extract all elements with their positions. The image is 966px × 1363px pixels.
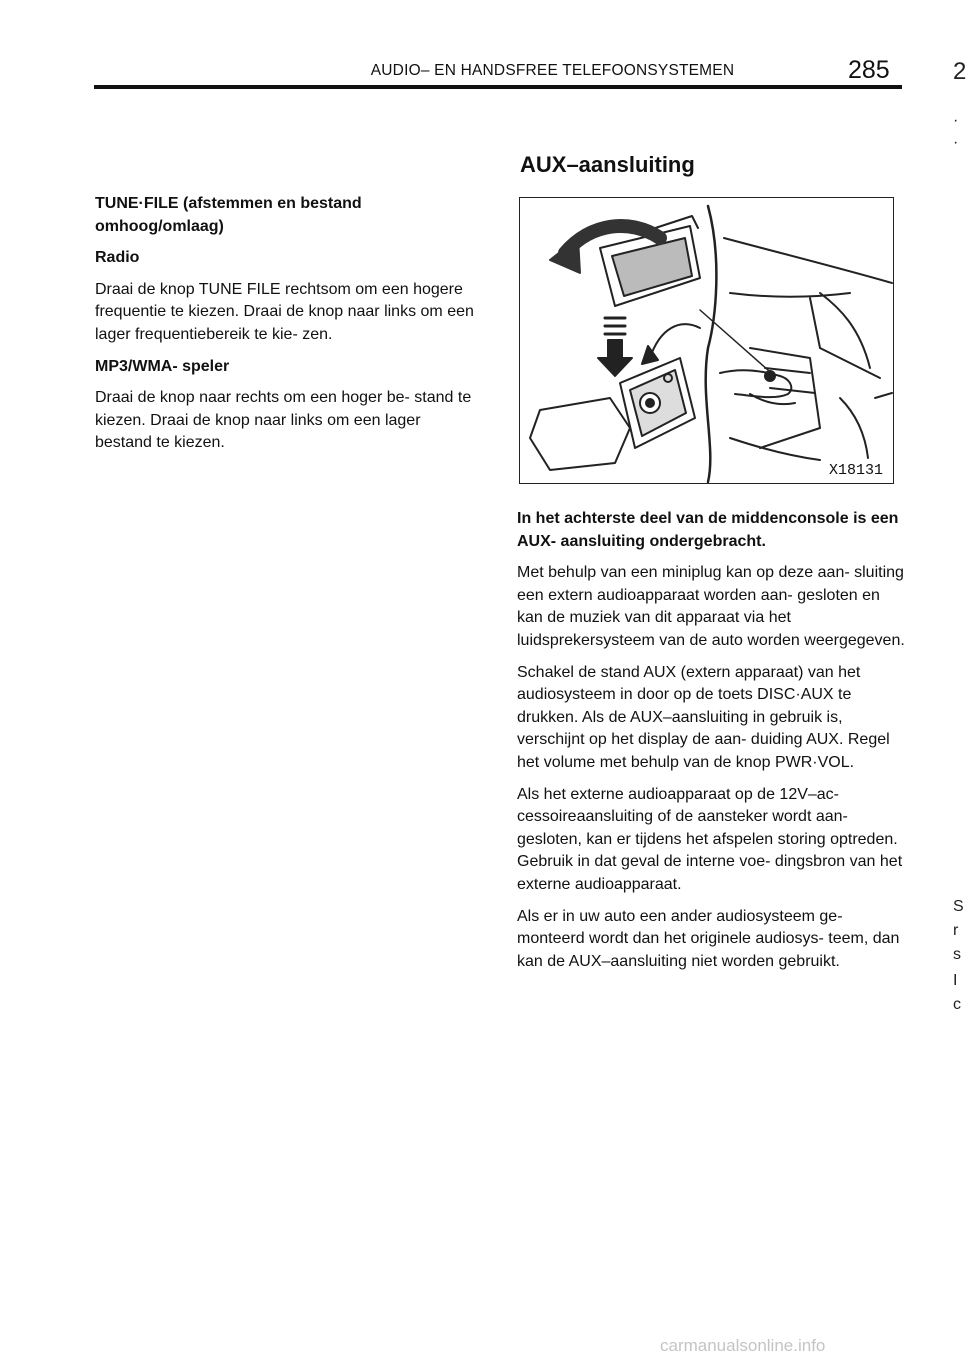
edge-fragment: 2: [953, 58, 966, 85]
header-title: AUDIO– EN HANDSFREE TELEFOONSYSTEMEN: [370, 62, 735, 79]
page-number: 285: [848, 56, 890, 84]
mp3-subheading: MP3/WMA- speler: [95, 357, 230, 375]
edge-fragment: S: [953, 898, 964, 915]
aux-figure: [519, 197, 894, 484]
edge-fragment: I: [953, 972, 958, 989]
left-column: [95, 193, 475, 464]
aux-paragraph-2: Schakel de stand AUX (extern apparaat) van het audiosysteem in door op de toets DISC·AUX te drukken. Als de AUX–aansluiting in gebruik is, verschijnt op het display de aan- duiding AUX. Regel het volume met behulp van de knop PWR·VOL.: [517, 663, 890, 771]
radio-subheading: Radio: [95, 249, 140, 267]
aux-paragraph-3: Als het externe audioapparaat op de 12V–ac- cessoireaansluiting of de aansteker wordt aan- gesloten, kan er tijdens het afspelen storing optreden. Gebruik in dat geval de interne voe- dingsbron van het externe audioapparaat.: [517, 785, 903, 893]
aux-illustration: [520, 198, 892, 482]
edge-fragment: c: [953, 996, 961, 1013]
left-heading: TUNE·FILE (afstemmen en bestand omhoog/omlaag): [95, 195, 362, 235]
watermark: carmanualsonline.info: [660, 1336, 826, 1355]
section-title: AUX–aansluiting: [520, 152, 695, 177]
radio-paragraph: Draai de knop TUNE FILE rechtsom om een hogere frequentie te kiezen. Draai de knop naar links om een lager frequentiebereik te kie- zen.: [95, 280, 474, 343]
edge-fragment: ·: [953, 134, 959, 151]
edge-fragment: s: [953, 946, 961, 963]
edge-fragment: r: [953, 922, 959, 939]
aux-intro: In het achterste deel van de middenconsole is een AUX- aansluiting ondergebracht.: [517, 510, 899, 550]
figure-code: X18131: [828, 462, 883, 479]
mp3-paragraph: Draai de knop naar rechts om een hoger be- stand te kiezen. Draai de knop naar links om een lager bestand te kiezen.: [95, 389, 472, 452]
right-column: [517, 508, 907, 982]
aux-paragraph-1: Met behulp van een miniplug kan op deze aan- sluiting een extern audioapparaat worden aan- gesloten en kan de muziek van dit apparaat via het luidsprekersysteem van de auto worden weergegeven.: [517, 564, 905, 649]
header-rule: [94, 85, 902, 89]
aux-paragraph-4: Als er in uw auto een ander audiosysteem ge- monteerd wordt dan het originele audiosys- teem, dan kan de AUX–aansluiting niet worden gebruikt.: [517, 907, 900, 970]
edge-fragment: ·: [953, 112, 959, 129]
